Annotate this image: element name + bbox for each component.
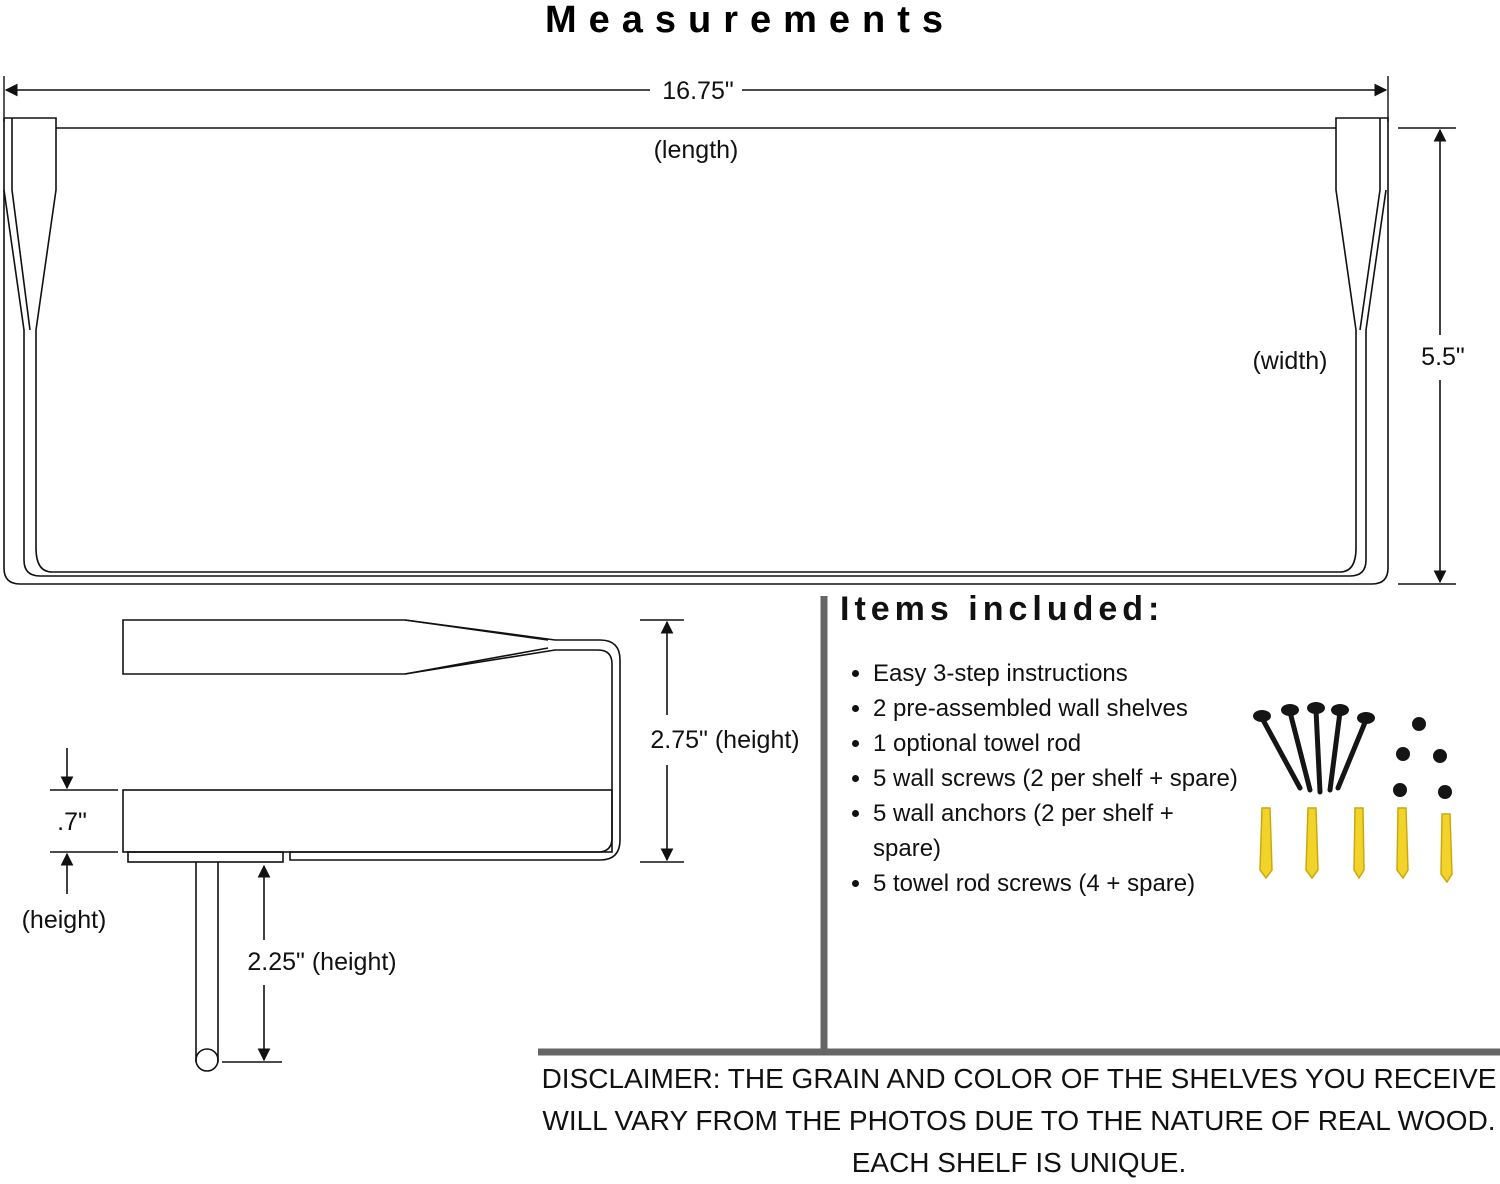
length-value: 16.75": [662, 77, 734, 105]
width-value: 5.5": [1421, 343, 1465, 371]
list-item: • 2 pre-assembled wall shelves: [873, 691, 1238, 726]
list-item: • 5 wall screws (2 per shelf + spare): [873, 761, 1238, 796]
length-label: (length): [653, 136, 739, 164]
disclaimer: DISCLAIMER: THE GRAIN AND COLOR OF THE SHELVES YOU RECEIVE WILL VARY FROM THE PHOTOS DUE TO THE NATURE OF REAL WOOD. EACH SHELF IS UNIQUE.: [541, 1063, 1497, 1178]
list-item: • 5 towel rod screws (4 + spare): [873, 866, 1238, 901]
width-label: (width): [1252, 347, 1328, 375]
side-view: [50, 620, 684, 1071]
wall-anchor-icon: [1260, 808, 1452, 882]
diagram-title: Measurements: [544, 0, 956, 41]
thickness-value: .7": [57, 808, 87, 836]
items-included-title: Items included:: [840, 590, 1165, 628]
list-item: • 5 wall anchors (2 per shelf + spare): [873, 796, 1238, 866]
list-item: • 1 optional towel rod: [873, 726, 1238, 761]
shelf-height-value: 2.75" (height): [650, 726, 800, 754]
list-item: • Easy 3-step instructions: [873, 656, 1238, 691]
rod-screw-icon: [1412, 717, 1426, 731]
items-included-list: [845, 656, 1238, 901]
shelf-outline: [4, 118, 1388, 584]
lower-shelf: [123, 790, 612, 852]
thickness-label: (height): [21, 906, 107, 934]
upper-shelf: [123, 620, 620, 860]
hardware-illustration: [1253, 702, 1452, 882]
screw-icon: [1262, 710, 1366, 792]
rod-drop-value: 2.25" (height): [247, 948, 397, 976]
mount-plate: [128, 852, 283, 862]
